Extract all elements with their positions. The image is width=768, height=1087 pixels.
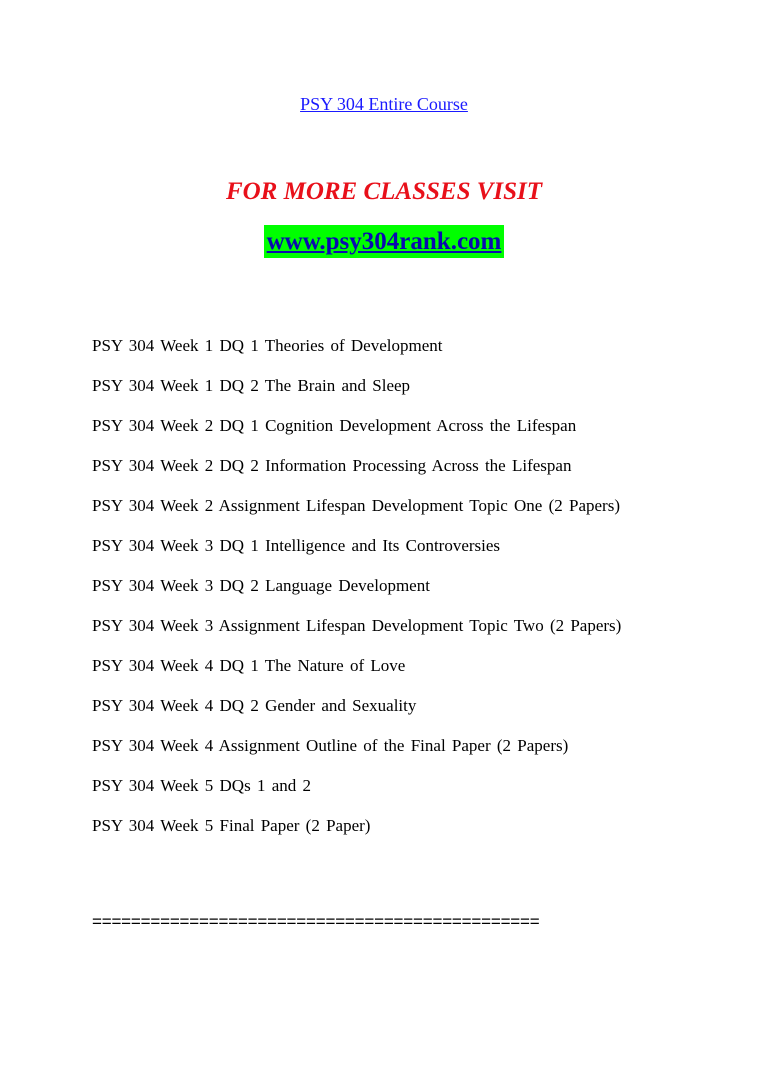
course-list	[92, 334, 672, 854]
course-item: PSY 304 Week 5 DQs 1 and 2	[92, 776, 311, 795]
site-link[interactable]: www.psy304rank.com	[264, 225, 505, 258]
course-item: PSY 304 Week 4 DQ 2 Gender and Sexuality	[92, 696, 417, 715]
course-item: PSY 304 Week 4 Assignment Outline of the Final Paper (2 Papers)	[92, 736, 569, 755]
course-item: PSY 304 Week 2 DQ 1 Cognition Development Across the Lifespan	[92, 416, 577, 435]
course-item: PSY 304 Week 3 Assignment Lifespan Development Topic Two (2 Papers)	[92, 616, 622, 635]
course-item: PSY 304 Week 2 DQ 2 Information Processing Across the Lifespan	[92, 456, 572, 475]
course-item: PSY 304 Week 1 DQ 2 The Brain and Sleep	[92, 376, 411, 395]
course-item: PSY 304 Week 5 Final Paper (2 Paper)	[92, 816, 371, 835]
divider-line: ==============================================	[92, 912, 540, 931]
site-link-container	[0, 225, 768, 258]
course-item: PSY 304 Week 3 DQ 2 Language Development	[92, 576, 430, 595]
course-title-link[interactable]: PSY 304 Entire Course	[300, 94, 468, 114]
visit-heading: FOR MORE CLASSES VISIT	[225, 178, 543, 205]
course-item: PSY 304 Week 1 DQ 1 Theories of Development	[92, 336, 443, 355]
course-item: PSY 304 Week 4 DQ 1 The Nature of Love	[92, 656, 406, 675]
course-item: PSY 304 Week 2 Assignment Lifespan Development Topic One (2 Papers)	[92, 496, 620, 515]
course-item: PSY 304 Week 3 DQ 1 Intelligence and Its Controversies	[92, 536, 501, 555]
